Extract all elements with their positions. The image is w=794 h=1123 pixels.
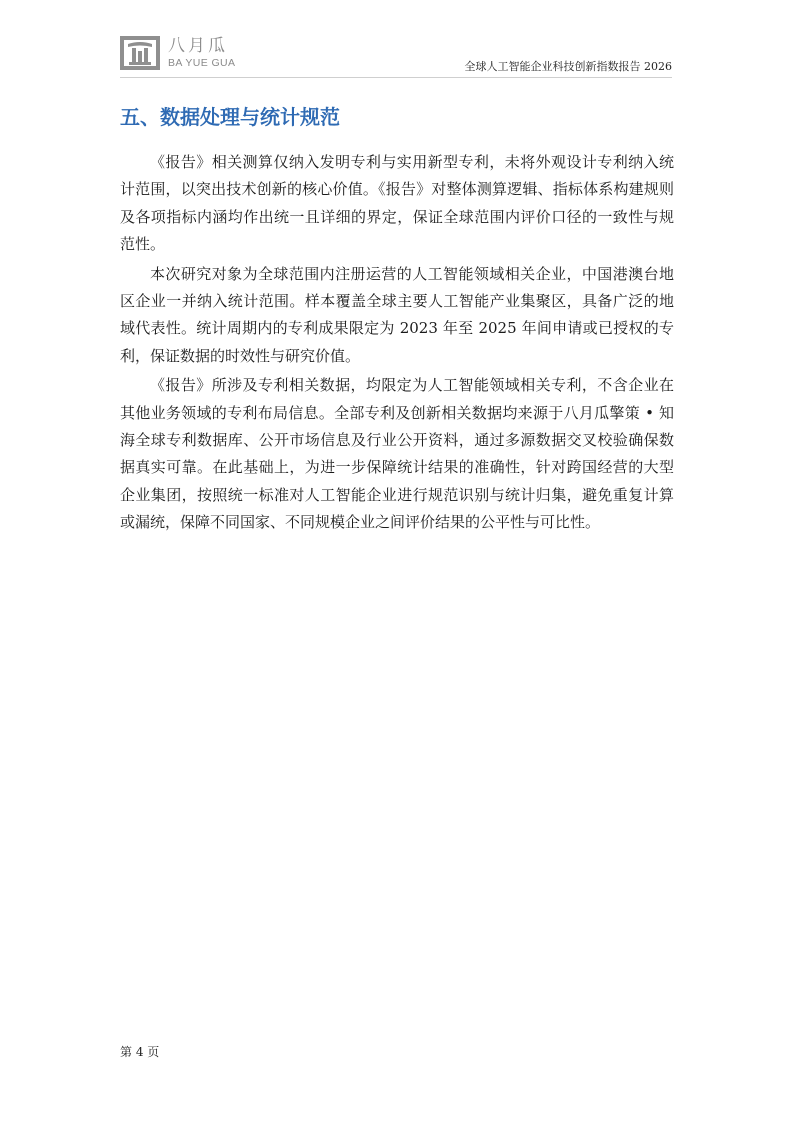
page-number: 第 4 页 bbox=[120, 1045, 160, 1059]
logo-english-text: BA YUE GUA bbox=[168, 57, 236, 69]
brand-logo bbox=[120, 36, 270, 72]
paragraph: 《报告》所涉及专利相关数据，均限定为人工智能领域相关专利，不含企业在其他业务领域的专利布局信息。全部专利及创新相关数据均来源于八月瓜擎策 • 知海全球专利数据库、公开市场信息及行业公开资料，通过多源数据交叉校验确保数据真实可靠。在此基础上，为进一步保障统计结果的准确性，针对跨国经营的大型企业集团，按照统一标准对人工智能企业进行规范识别与统计归集，避免重复计算或漏统，保障不同国家、不同规模企业之间评价结果的公平性与可比性。 bbox=[120, 376, 674, 532]
page-header bbox=[120, 36, 672, 74]
logo-chinese-text: 八月瓜 bbox=[168, 36, 228, 56]
section-heading: 五、数据处理与统计规范 bbox=[120, 105, 340, 129]
report-title: 全球人工智能企业科技创新指数报告 2026 bbox=[464, 60, 672, 73]
bayuegua-logo-icon bbox=[120, 36, 160, 70]
body-text bbox=[120, 149, 674, 539]
paragraph: 《报告》相关测算仅纳入发明专利与实用新型专利，未将外观设计专利纳入统计范围，以突出技术创新的核心价值。《报告》对整体测算逻辑、指标体系构建规则及各项指标内涵均作出统一且详细的界定，保证全球范围内评价口径的一致性与规范性。 bbox=[120, 153, 674, 254]
paragraph: 本次研究对象为全球范围内注册运营的人工智能领域相关企业，中国港澳台地区企业一并纳入统计范围。样本覆盖全球主要人工智能产业集聚区，具备广泛的地域代表性。统计周期内的专利成果限定为 2023 年至 2025 年间申请或已授权的专利，保证数据的时效性与研究价值。 bbox=[120, 264, 674, 365]
header-divider bbox=[120, 77, 672, 78]
